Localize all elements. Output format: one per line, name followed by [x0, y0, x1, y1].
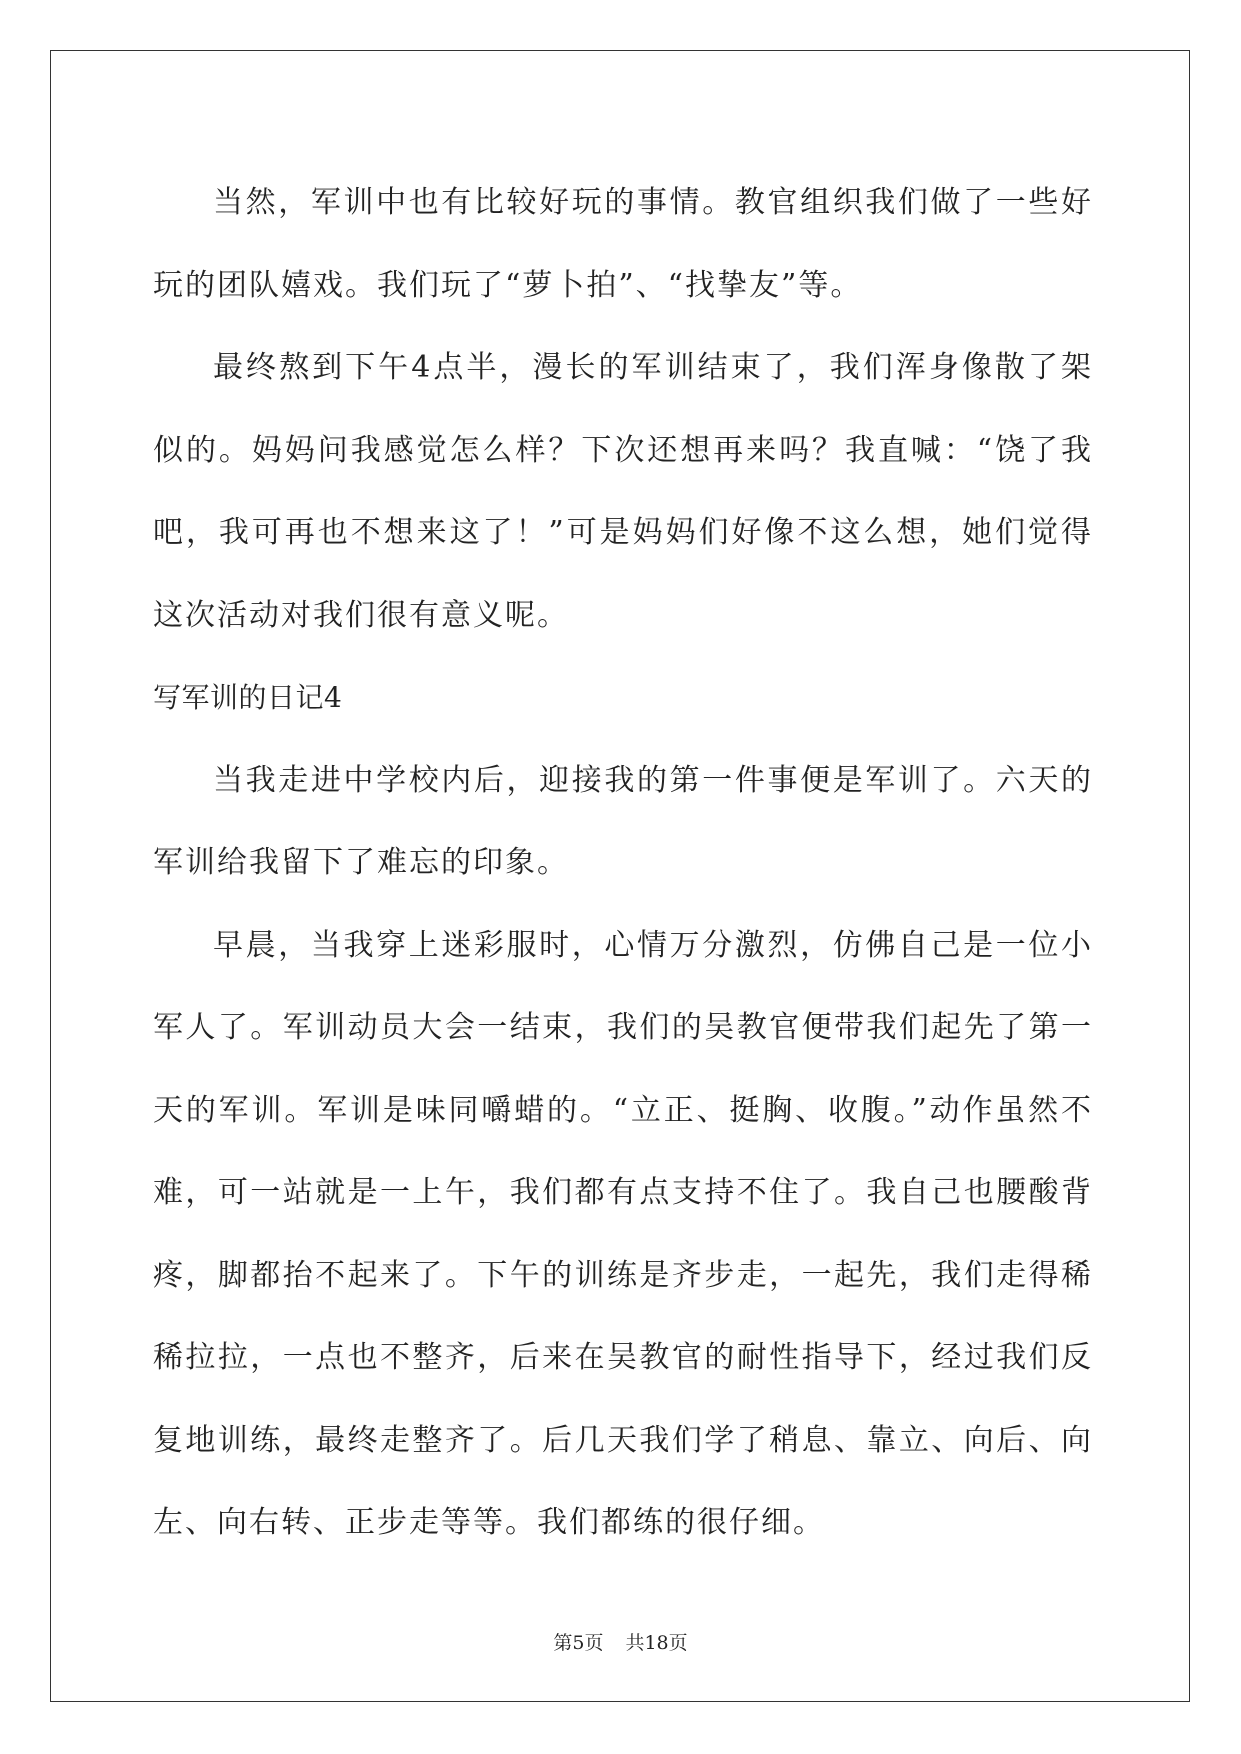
- paragraph: 最终熬到下午4点半，漫长的军训结束了，我们浑身像散了架似的。妈妈问我感觉怎么样？下次还想再来吗？我直喊：“饶了我吧，我可再也不想来这了！”可是妈妈们好像不这么想，她们觉得这次活动对我们很有意义呢。: [153, 350, 1093, 633]
- paragraph: 当我走进中学校内后，迎接我的第一件事便是军训了。六天的军训给我留下了难忘的印象。: [153, 762, 1093, 880]
- paragraph: 早晨，当我穿上迷彩服时，心情万分激烈，仿佛自己是一位小军人了。军训动员大会一结束，我们的吴教官便带我们起先了第一天的军训。军训是味同嚼蜡的。“立正、挺胸、收腹。”动作虽然不难，可一站就是一上午，我们都有点支持不住了。我自己也腰酸背疼，脚都抬不起来了。下午的训练是齐步走，一起先，我们走得稀稀拉拉，一点也不整齐，后来在吴教官的耐性指导下，经过我们反复地训练，最终走整齐了。后几天我们学了稍息、靠立、向后、向左、向右转、正步走等等。我们都练的很仔细。: [153, 927, 1093, 1540]
- paragraph: 当然，军训中也有比较好玩的事情。教官组织我们做了一些好玩的团队嬉戏。我们玩了“萝卜拍”、“找挚友”等。: [153, 185, 1093, 303]
- page-total: 共18页: [625, 1632, 688, 1654]
- document-body: [153, 162, 1093, 1565]
- page-number: 第5页: [553, 1632, 604, 1654]
- page-footer: [0, 1628, 1241, 1655]
- section-heading: 写军训的日记4: [153, 681, 343, 714]
